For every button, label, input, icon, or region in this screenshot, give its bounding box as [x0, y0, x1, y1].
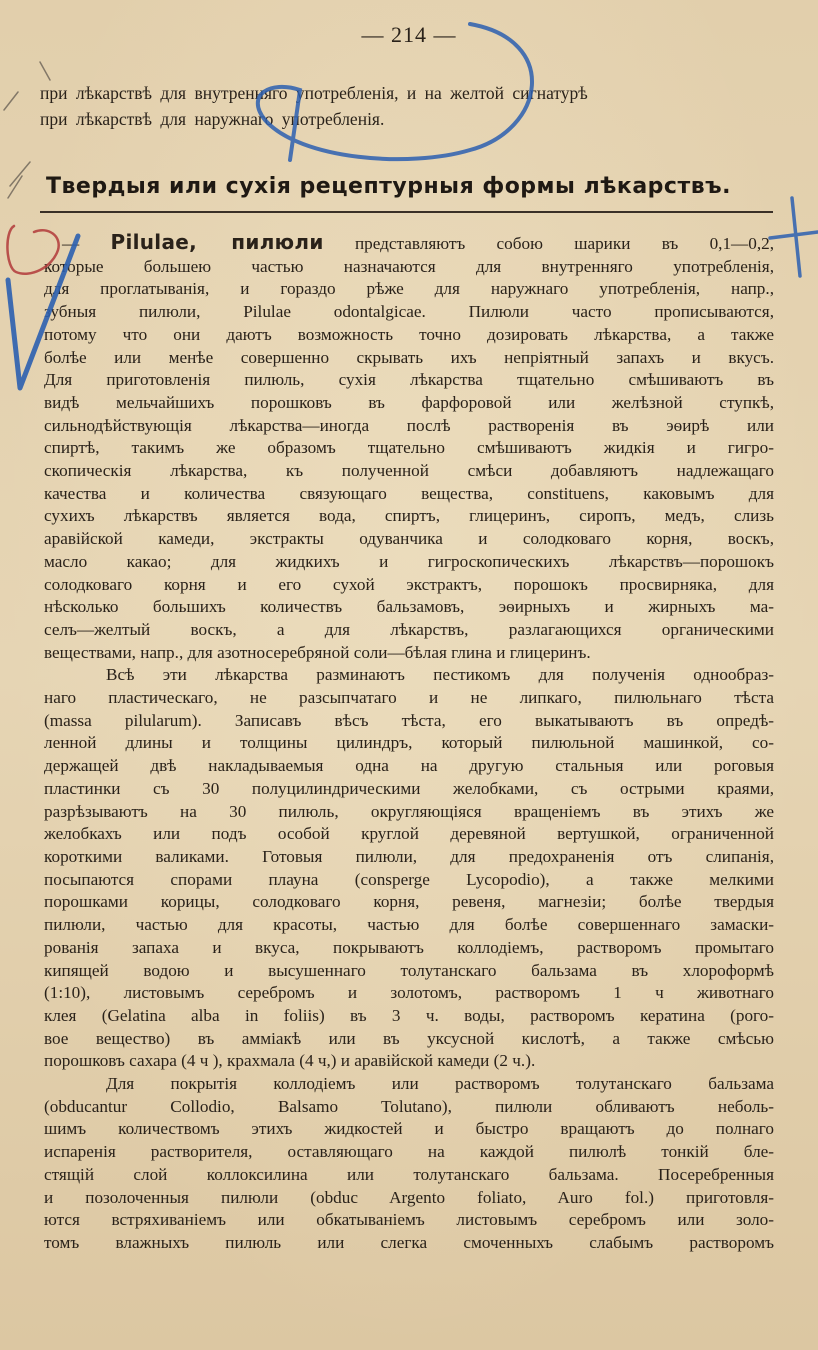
text-line: держащей двѣ накладываемыя одна на другую стальныя или роговыя	[44, 756, 774, 776]
text-line: наго пластическаго, не разсыпчатаго и не липкаго, пилюльнаго тѣста	[44, 688, 774, 708]
text-line: скопическія лѣкарства, къ полученной смѣси добавляютъ надлежащаго	[44, 461, 774, 481]
text-line: клея (Gelatina alba in foliis) въ 3 ч. воды, растворомъ кератина (рого-	[44, 1005, 774, 1025]
text-line: при лѣкарствѣ для внутренняго употребленія, и на желтой сигнатурѣ	[40, 83, 588, 103]
continuation-text	[40, 80, 780, 132]
lead-dash: —	[62, 234, 80, 253]
text-line: ются встряхиваніемъ или обкатываніемъ листовымъ серебромъ или золо-	[44, 1210, 774, 1230]
text-line: сухихъ лѣкарствъ является вода, спиртъ, глицеринъ, сиропъ, медъ, слизь	[44, 506, 774, 526]
text-line: (1:10), листовымъ серебромъ и золотомъ, растворомъ 1 ч животнаго	[44, 983, 774, 1003]
text-line: шимъ количествомъ этихъ жидкостей и быстро вращаютъ до полнаго	[44, 1119, 774, 1139]
text-line: Для приготовленія пилюль, сухія лѣкарства тщательно смѣшиваютъ въ	[44, 370, 774, 390]
text-line: посыпаются спорами плауна (consperge Lycopodio), а также мелкими	[44, 869, 774, 889]
text-line: и позолоченныя пилюли (obduc Argento foliato, Auro fol.) приготовля-	[44, 1187, 774, 1207]
text-line: Всѣ эти лѣкарства разминаютъ пестикомъ для полученія однообраз-	[106, 665, 774, 685]
paragraph-pilulae-first-line	[44, 231, 774, 256]
text-line: зубныя пилюли, Pilulae odontalgicae. Пилюли часто прописываются,	[44, 302, 774, 322]
text-line: томъ влажныхъ пилюль или слегка смоченныхъ слабымъ растворомъ	[44, 1232, 774, 1252]
text-line: масло какао; для жидкихъ и гигроскопическихъ лѣкарствъ—порошокъ	[44, 551, 774, 571]
text-line: пилюли, частью для красоты, частью для болѣе совершеннаго замаски-	[44, 915, 774, 935]
page-number: — 214 —	[361, 22, 457, 47]
text-line: короткими валиками. Готовыя пилюли, для предохраненія отъ слипанія,	[44, 846, 774, 866]
text-line: порошковъ сахара (4 ч ), крахмала (4 ч,) и аравійской камеди (2 ч.).	[44, 1051, 536, 1071]
text-line: которые большею частью назначаются для внутренняго употребленія,	[44, 256, 774, 276]
text-line: вое вещество) въ амміакѣ или въ уксусной кислотѣ, а также смѣсью	[44, 1028, 774, 1048]
text-line: веществами, напр., для азотносеребряной соли—бѣлая глина и глицеринъ.	[44, 642, 591, 662]
text-line: желобкахъ или подъ особой круглой деревяной вертушкой, ограниченной	[44, 824, 774, 844]
text-line: нѣсколько большихъ количествъ бальзамовъ, эѳирныхъ и жирныхъ ма-	[44, 597, 774, 617]
text-line: болѣе или менѣе совершенно скрывать ихъ непріятный запахъ и вкусъ.	[44, 347, 774, 367]
text-line: качества и количества связующаго вещества, constituens, каковымъ для	[44, 483, 774, 503]
text-line: пластинки съ 30 полуцилиндрическими желобками, съ острыми краями,	[44, 778, 774, 798]
text-line: ленной длины и толщины цилиндръ, который пилюльной машинкой, со-	[44, 733, 774, 753]
text-line: рованія запаха и вкуса, покрываютъ коллодіемъ, растворомъ промытаго	[44, 937, 774, 957]
text-line: спиртѣ, такимъ же образомъ тщательно смѣшиваютъ жидкія и гигро-	[44, 438, 774, 458]
text-line: аравійской камеди, экстракты одуванчика и солодковаго корня, воскъ,	[44, 529, 774, 549]
text-line: селъ—желтый воскъ, а для лѣкарствъ, разлагающихся органическими	[44, 619, 774, 639]
lead-term: Pilulae, пилюли	[110, 230, 324, 254]
text-line: порошками корицы, солодковаго корня, ревеня, магнезіи; болѣе твердыя	[44, 892, 774, 912]
text-line: (obducantur Collodio, Balsamo Tolutano), пилюли обливаютъ неболь-	[44, 1096, 774, 1116]
text-line: при лѣкарствѣ для наружнаго употребленія.	[40, 109, 385, 129]
heading-rule	[40, 211, 773, 213]
text-line: видѣ мельчайшихъ порошковъ въ фарфоровой или желѣзной ступкѣ,	[44, 392, 774, 412]
body-text	[44, 231, 774, 1255]
text-line: (massa pilularum). Записавъ вѣсъ тѣста, его выкатываютъ въ опредѣ-	[44, 710, 774, 730]
section-heading: Твердыя или сухія рецептурныя формы лѣкарствъ.	[46, 174, 732, 199]
text-line: испаренія растворителя, оставляющаго на каждой пилюлѣ тонкій бле-	[44, 1142, 774, 1162]
text-line: для проглатыванія, и гораздо рѣже для наружнаго употребленія, напр.,	[44, 279, 774, 299]
text-line: кипящей водою и высушеннаго толутанскаго бальзама въ хлороформѣ	[44, 960, 774, 980]
text-line: потому что они даютъ возможность точно дозировать лѣкарства, а также	[44, 324, 774, 344]
text-line: солодковаго корня и его сухой экстрактъ, порошокъ просвирняка, для	[44, 574, 774, 594]
text-line: стящій слой коллоксилина или толутанскаго бальзама. Посеребренныя	[44, 1164, 774, 1184]
blue-ink-plus-mark	[770, 198, 818, 276]
text-line: Для покрытія коллодіемъ или растворомъ толутанскаго бальзама	[106, 1074, 774, 1094]
text-line: представляютъ собою шарики въ 0,1—0,2,	[354, 234, 775, 253]
text-line: сильнодѣйствующія лѣкарства—иногда послѣ растворенія въ эѳирѣ или	[44, 415, 774, 435]
text-line: разрѣзываютъ на 30 пилюль, округляющіяся вращеніемъ въ этихъ же	[44, 801, 774, 821]
